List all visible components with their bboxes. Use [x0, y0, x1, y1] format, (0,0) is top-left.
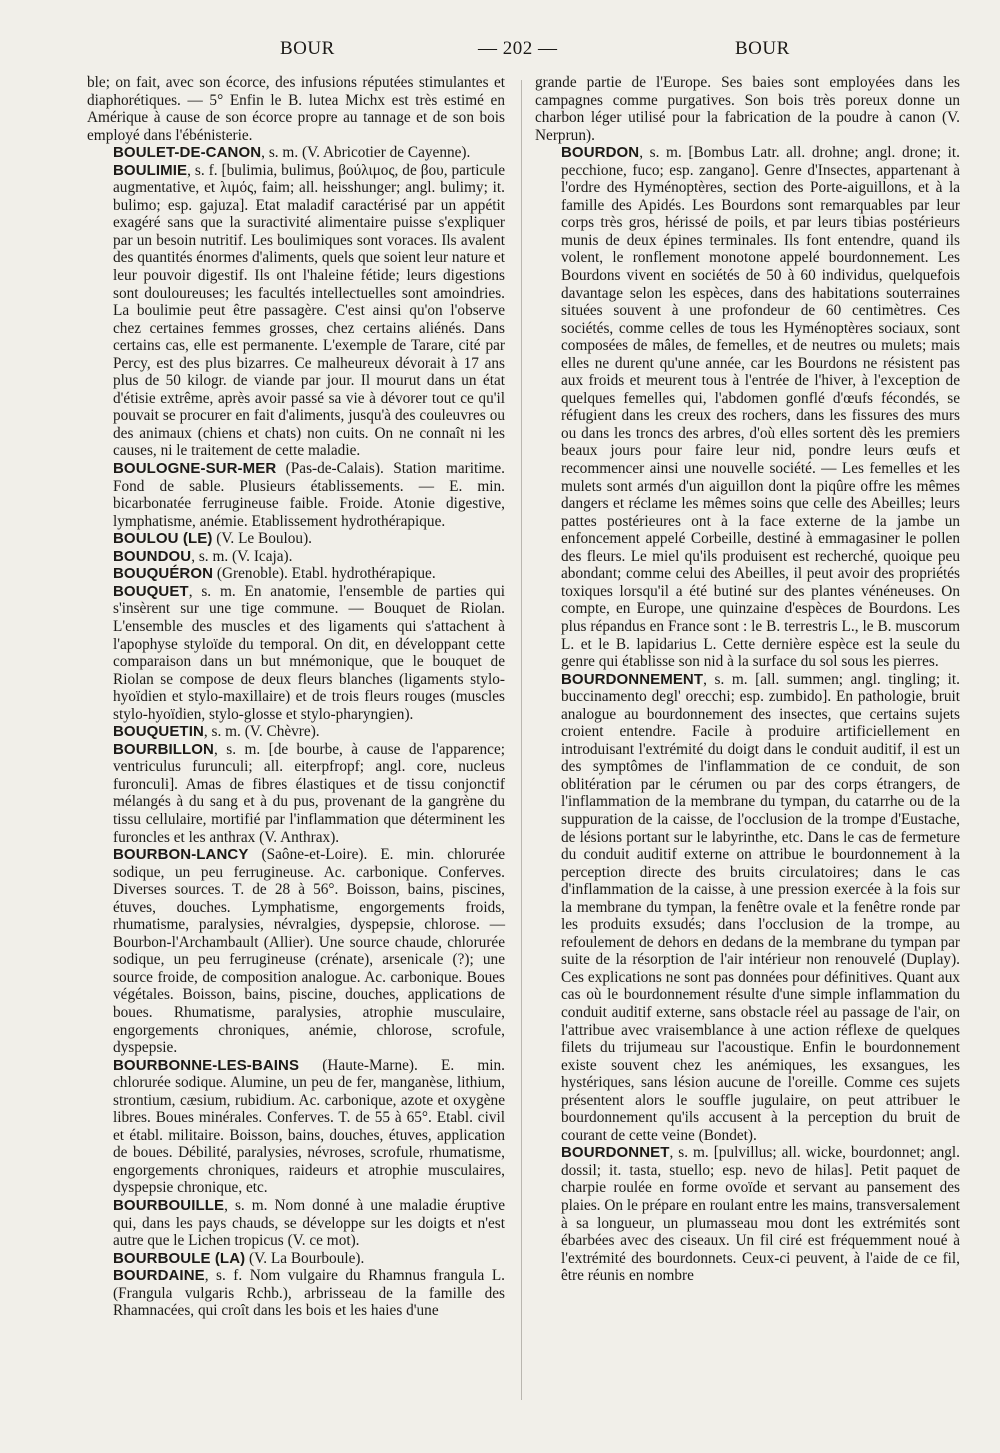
entry-text: ble; on fait, avec son écorce, des infusions réputées stimulantes et diaphorétiques. — 5° Enfin le B. lutea Michx est très estimé en Amérique à cause de son écorce propre au tannage et de son bois employé dans l'ébénisterie. — [87, 74, 505, 144]
entry-text: (V. La Bourboule). — [245, 1249, 365, 1267]
entry-headword: BOURBONNE-LES-BAINS — [113, 1056, 300, 1074]
page-number: — 202 — — [478, 38, 558, 59]
entry-text: , s. f. [bulimia, bulimus, βούλιμος, de βου, particule augmentative, et λιμός, faim; all. heisshunger; angl. bulimy; it. bulimo; esp. gajuza]. Etat maladif caractérisé par un appétit exagéré sans que la suractivité alimentaire puisse s'expliquer par un besoin nutritif. Les boulimiques sont voraces. Ils avalent des quantités énormes d'aliments, quels que soient leur nature et leur pouvoir digestif. Ils ont l'haleine fétide; leurs digestions sont douloureuses; les facultés intellectuelles sont amoindries. La boulimie peut être passagère. C'est ainsi qu'on l'observe chez certaines femmes grosses, chez certains aliénés. Dans certains cas, elle est permanente. L'exemple de Tarare, cité par Percy, est des plus bizarres. Ce malheureux dévorait à 17 ans plus de 50 kilogr. de viande par jour. Il mourut dans un état d'étisie extrême, après avoir passé sa vie à dévorer tout ce qu'il pouvait se procurer en fait d'aliments, jusqu'à des couleuvres ou des animaux (chiens et chats) non cuits. On ne connaît ni les causes, ni le traitement de cette maladie. — [113, 161, 505, 460]
dictionary-entry — [87, 144, 505, 162]
entry-headword: BOULOU (LE) — [113, 530, 213, 548]
dictionary-entry — [87, 1267, 505, 1320]
dictionary-entry — [87, 741, 505, 846]
dictionary-entry — [87, 162, 505, 460]
entry-text: , s. m. [pulvillus; all. wicke, bourdonnet; angl. dossil; it. tasta, stuello; esp. nevo de hilas]. Petit paquet de charpie roulée en forme ovoïde et servant au pansement des plaies. On le prépare en roulant entre les mains, transversalement à sa longueur, un plumasseau mou dont les extrémités sont ébarbées avec des ciseaux. Un fil ciré est fréquemment noué à l'extrémité des bourdonnets. Ceux-ci peuvent, à l'aide de ce fil, être réunis en nombre — [561, 1144, 960, 1285]
dictionary-entry — [535, 1144, 960, 1284]
entry-headword: BOULET-DE-CANON — [113, 144, 262, 162]
entry-text: , s. m. (V. Icaja). — [191, 547, 293, 565]
entry-text: (V. Le Boulou). — [212, 530, 312, 548]
entry-headword: BOUQUÉRON — [113, 565, 214, 583]
entry-text: , s. m. [de bourbe, à cause de l'apparence; ventriculus furunculi; all. eiterpfropf; angl. core, nucleus furonculi]. Amas de fibres élastiques et de tissu conjonctif mélangés à du sang et à du pus, provenant de la gangrène du tissu cellulaire, mortifié par l'inflammation que déterminent les furoncles et les anthrax (V. Anthrax). — [113, 740, 505, 846]
entry-headword: BOUQUETIN — [113, 723, 204, 741]
entry-text: (Haute-Marne). E. min. chlorurée sodique. Alumine, un peu de fer, manganèse, lithium, strontium, cæsium, rubidium. Ac. carbonique, azote et oxygène libres. Boues minérales. Conferves. T. de 55 à 65°. Etabl. civil et établ. militaire. Boisson, bains, douches, étuves, application de boues. Débilité, paralysies, névroses, scrofule, rhumatisme, engorgements chroniques, raideurs et atrophie musculaires, dyspepsie chronique, etc. — [113, 1056, 505, 1197]
entry-text: , s. m. (V. Chèvre). — [203, 723, 320, 741]
dictionary-entry — [87, 1057, 505, 1197]
dictionary-entry — [87, 1250, 505, 1268]
left-column — [87, 74, 505, 1320]
dictionary-entry — [87, 565, 505, 583]
entry-headword: BOURBOUILLE — [113, 1197, 225, 1214]
dictionary-entry — [535, 144, 960, 670]
entry-text: , s. m. (V. Abricotier de Cayenne). — [261, 144, 471, 162]
dictionary-entry — [87, 846, 505, 1057]
entry-text: grande partie de l'Europe. Ses baies sont employées dans les campagnes comme purgatives. Son bois très poreux donne un charbon léger utilisé pour la fabrication de la poudre à canon (V. Nerprun). — [535, 74, 960, 144]
entry-continuation — [87, 74, 505, 144]
entry-headword: BOULIMIE — [113, 161, 188, 179]
entry-headword: BOURDON — [561, 144, 640, 162]
running-head-right: BOUR — [735, 38, 790, 59]
column-divider — [521, 80, 522, 1400]
dictionary-entry — [87, 460, 505, 530]
dictionary-entry — [535, 671, 960, 1145]
entry-text: , s. m. Nom donné à une maladie éruptive qui, dans les pays chauds, se développe sur les doigts et n'est autre que le Lichen tropicus (V. ce mot). — [113, 1197, 505, 1250]
entry-headword: BOULOGNE-SUR-MER — [113, 460, 277, 478]
dictionary-entry — [87, 548, 505, 566]
entry-text: (Grenoble). Etabl. hydrothérapique. — [213, 565, 436, 583]
entry-headword: BOUQUET — [113, 582, 189, 600]
entry-headword: BOURDONNET — [561, 1144, 670, 1162]
entry-headword: BOURBILLON — [113, 740, 214, 758]
entry-headword: BOURDAINE — [113, 1267, 205, 1285]
running-head-left: BOUR — [280, 38, 335, 59]
dictionary-entry — [87, 723, 505, 741]
entry-text: , s. m. [all. summen; angl. tingling; it. buccinamento degl' orecchi; esp. zumbido]. En pathologie, bruit analogue au bourdonnement des insectes, que certains sujets croient entendre. Facile à produire artificiellement en introduisant l'extrémité du doigt dans le conduit auditif, il est un des symptômes de l'inflammation de ce conduit, de son oblitération par le cérumen ou par des corps étrangers, de l'inflammation de la membrane du tympan, du catarrhe ou de la suppuration de la caisse, de l'occlusion de la trompe d'Eustache, de lésions portant sur le labyrinthe, etc. Dans le cas de fermeture du conduit auditif externe on attribue le bourdonnement à la perception directe des bruits circulatoires; dans le cas d'inflammation de la caisse, à une pression exercée à la fois sur la membrane du tympan, la fenêtre ovale et la fenêtre ronde par les produits exsudés; dans l'occlusion de la trompe, au refoulement de dehors en dedans de la membrane du tympan par suite de la résorption de l'air intérieur non renouvelé (Duplay). Ces explications ne sont pas données pour définitives. Quant aux cas où le bourdonnement résulte d'une simple inflammation du conduit auditif externe, sans obstacle réel au passage de l'air, on l'attribue avec vraisemblance à une action réflexe de quelques filets du trijumeau sur l'acoustique. Enfin le bourdonnement existe souvent chez les anémiques, les exsangues, les hystériques, sans lésion aucune de l'oreille. Comme ces sujets présentent alors le souffle jugulaire, on peut attribuer le bourdonnement qu'ils accusent à la perception du bruit de courant de cette veine (Bondet). — [561, 670, 960, 1144]
right-column — [535, 74, 960, 1285]
dictionary-entry — [87, 530, 505, 548]
dictionary-entry — [87, 583, 505, 723]
dictionary-entry — [87, 1197, 505, 1250]
entry-continuation — [535, 74, 960, 144]
entry-text: (Saône-et-Loire). E. min. chlorurée sodique, un peu ferrugineuse. Ac. carbonique. Conferves. Diverses sources. T. de 28 à 56°. Boisson, bains, piscines, étuves, douches. Lymphatisme, engorgements froids, rhumatisme, paralysies, névralgies, dyspepsie, chlorose. — Bourbon-l'Archambault (Allier). Une source chaude, chlorurée sodique, un peu ferrugineuse (crénate), arsenicale (?); une source froide, de composition analogue. Ac. carbonique. Boues végétales. Boisson, bains, piscine, douches, applications de boues. Rhumatisme, paralysies, atrophie musculaire, engorgements chroniques, anémie, chlorose, scrofule, dyspepsie. — [113, 846, 505, 1057]
entry-text: (Pas-de-Calais). Station maritime. Fond de sable. Plusieurs établissements. — E. min. bicarbonatée ferrugineuse faible. Froide. Atonie digestive, lymphatisme, anémie. Etablissement hydrothérapique. — [113, 460, 505, 530]
entry-text: , s. m. [Bombus Latr. all. drohne; angl. drone; it. pecchione, fuco; esp. zangano]. Genre d'Insectes, appartenant à l'ordre des Hyménoptères, section des Porte-aiguillons, et à la famille des Apidés. Les Bourdons sont remarquables par leur corps très gros, hérissé de poils, et par leurs tibias postérieurs munis de deux épines terminales. Ils font entendre, quand ils volent, le ronflement monotone appelé bourdonnement. Les Bourdons vivent en sociétés de 50 à 60 individus, quelquefois davantage selon les espèces, dans des habitations souterraines situées souvent à une profondeur de 60 centimètres. Ces sociétés, comme celles de tous les Hyménoptères sociaux, sont composées de mâles, de femelles, et de neutres ou mulets; mais elles ne durent qu'une année, car les Bourdons ne résistent pas aux froids et meurent tous à l'entrée de l'hiver, à l'exception de quelques femelles qui, l'abdomen gonflé d'œufs fécondés, se réfugient dans les creux des rochers, dans les fissures des murs ou dans les troncs des arbres, d'où elles sortent dès les premiers beaux jours pour faire leur nid, pondre leurs œufs et recommencer ainsi une nouvelle société. — Les femelles et les mulets sont armés d'un aiguillon dont la piqûre offre les mêmes dangers et réclame les mêmes soins que celle des Abeilles; leurs pattes postérieures ont à la face externe de la jambe un enfoncement appelé Corbeille, destiné à emmagasiner le pollen des fleurs. Le miel qu'ils produisent est recherché, quoique peu abondant; comme celui des Abeilles, il peut avoir des propriétés toxiques lorsqu'il a été butiné sur des plantes vénéneuses. On compte, en Europe, une quinzaine d'espèces de Bourdons. Les plus répandus en France sont : le B. terrestris L., le B. muscorum L. et le B. lapidarius L. Cette dernière espèce est la seule du genre qui établisse son nid à la surface du sol sous les pierres. — [561, 144, 960, 671]
entry-headword: BOUNDOU — [113, 547, 192, 565]
entry-headword: BOURBOULE (LA) — [113, 1249, 246, 1267]
entry-headword: BOURDONNEMENT — [561, 670, 704, 688]
entry-headword: BOURBON-LANCY — [113, 846, 249, 864]
entry-text: , s. m. En anatomie, l'ensemble de parties qui s'insèrent sur une tige commune. — Bouquet de Riolan. L'ensemble des muscles et des ligaments qui s'attachent à l'apophyse styloïde du temporal. On dit, en développant cette comparaison dans un but mnémonique, que le bouquet de Riolan se compose de deux fleurs blanches (ligaments stylo-hyoïdien et stylo-maxillaire) et de trois fleurs rouges (muscles stylo-hyoïdien, stylo-glosse et stylo-pharyngien). — [113, 582, 505, 723]
entry-text: , s. f. Nom vulgaire du Rhamnus frangula L. (Frangula vulgaris Rchb.), arbrisseau de la famille des Rhamnacées, qui croît dans les bois et les haies d'une — [113, 1267, 505, 1320]
